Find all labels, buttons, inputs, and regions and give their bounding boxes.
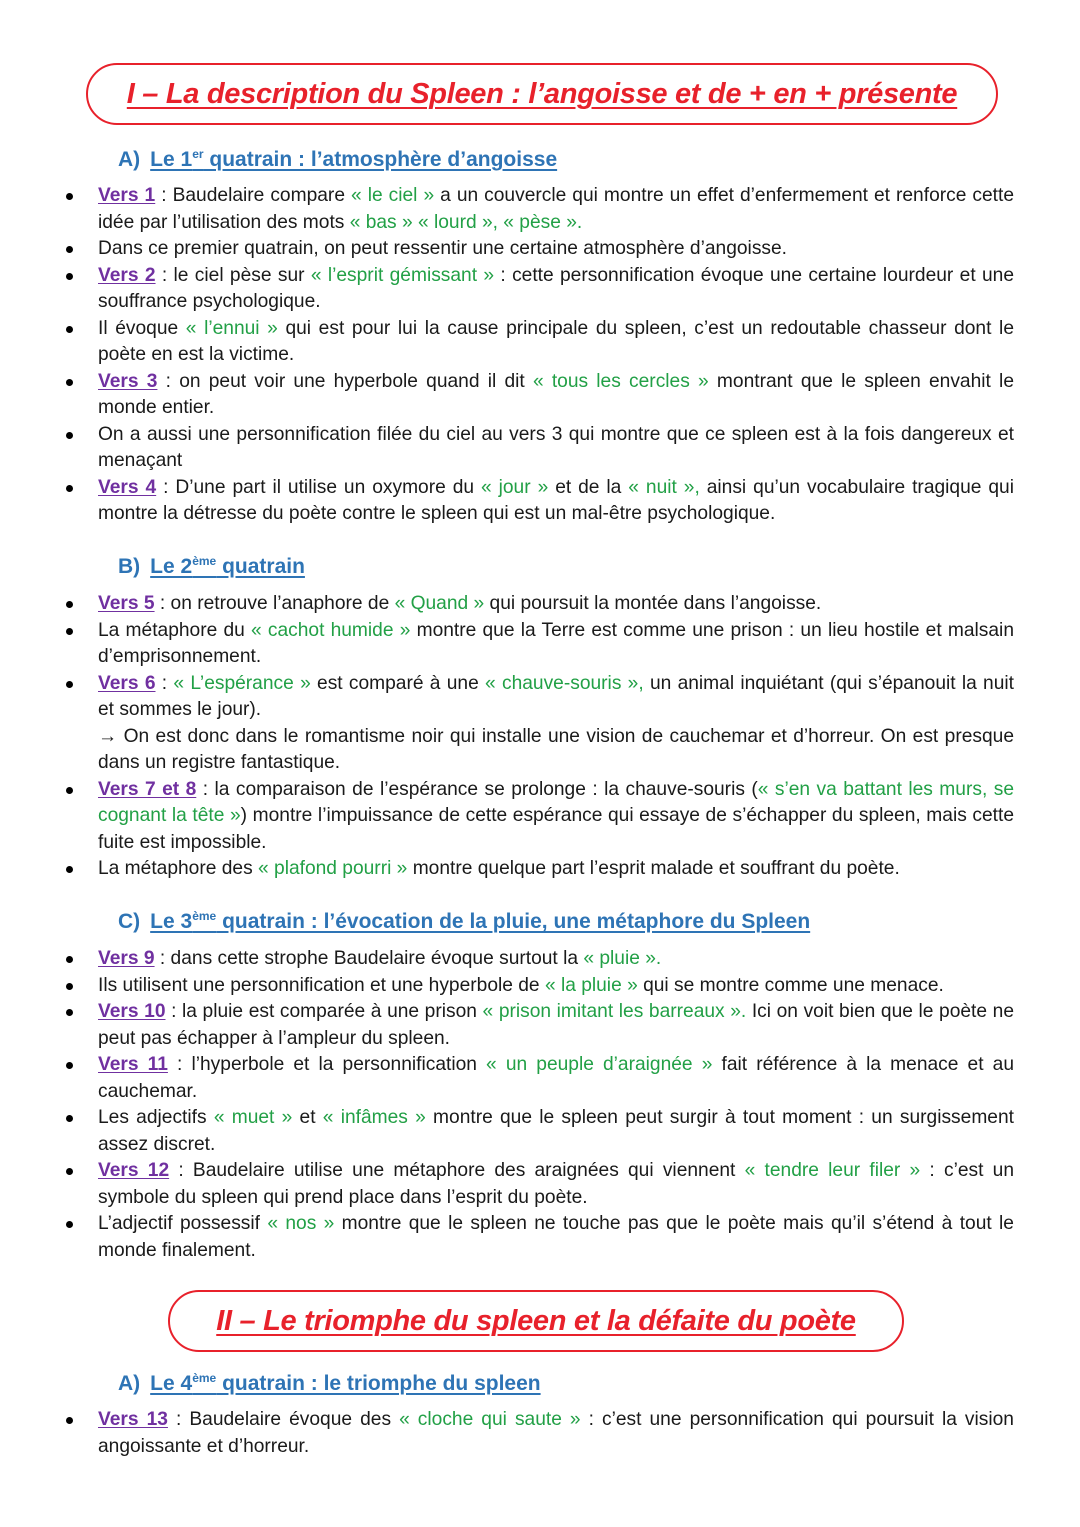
list-item: Dans ce premier quatrain, on peut ressentir une certaine atmosphère d’angoisse. bbox=[98, 236, 1014, 263]
list-item: Les adjectifs « muet » et « infâmes » montre que le spleen peut surgir à tout moment : un surgissement assez discret. bbox=[98, 1105, 1014, 1158]
list-item: Vers 6 : « L’espérance » est comparé à une « chauve-souris », un animal inquiétant (qui s’épanouit la nuit et sommes le jour). bbox=[98, 671, 1014, 724]
list-item: Vers 2 : le ciel pèse sur « l’esprit gémissant » : cette personnification évoque une certaine lourdeur et une souffrance psychologique. bbox=[98, 263, 1014, 316]
list-item: Vers 1 : Baudelaire compare « le ciel » a un couvercle qui montre un effet d’enfermement et renforce cette idée par l’utilisation des mots « bas » « lourd », « pèse ». bbox=[98, 183, 1014, 236]
subsection-b1-heading: B) Le 2ème quatrain bbox=[118, 554, 305, 578]
section-1-frame bbox=[86, 63, 998, 125]
list-item: Vers 5 : on retrouve l’anaphore de « Quand » qui poursuit la montée dans l’angoisse. bbox=[98, 591, 1014, 618]
list-item: Vers 9 : dans cette strophe Baudelaire évoque surtout la « pluie ». bbox=[98, 946, 1014, 973]
list-item: Vers 13 : Baudelaire évoque des « cloche qui saute » : c’est une personnification qui poursuit la vision angoissante et d’horreur. bbox=[98, 1407, 1014, 1460]
subsection-a2-heading: A) Le 4ème quatrain : le triomphe du spleen bbox=[118, 1371, 541, 1395]
list-quatrain-2 bbox=[0, 591, 1080, 883]
section-2-title: II – Le triomphe du spleen et la défaite du poète bbox=[216, 1304, 856, 1337]
list-item: La métaphore du « cachot humide » montre que la Terre est comme une prison : un lieu hostile et malsain d’emprisonnement. bbox=[98, 618, 1014, 671]
subsection-a1-heading: A) Le 1er quatrain : l’atmosphère d’angoisse bbox=[118, 147, 558, 171]
list-item: Vers 7 et 8 : la comparaison de l’espérance se prolonge : la chauve-souris (« s’en va battant les murs, se cognant la tête ») montre l’impuissance de cette espérance qui essaye de s’échapper du spleen, mais cette fuite est impossible. bbox=[98, 777, 1014, 857]
arrow-right-icon: → bbox=[98, 725, 118, 747]
list-item: Vers 11 : l’hyperbole et la personnification « un peuple d’araignée » fait référence à la menace et au cauchemar. bbox=[98, 1052, 1014, 1105]
list-item-conclusion: → On est donc dans le romantisme noir qui installe une vision de cauchemar et d’horreur. On est presque dans un registre fantastique. bbox=[98, 725, 1014, 773]
list-item: Vers 3 : on peut voir une hyperbole quand il dit « tous les cercles » montrant que le spleen envahit le monde entier. bbox=[98, 369, 1014, 422]
list-quatrain-1 bbox=[0, 183, 1080, 528]
list-item: La métaphore des « plafond pourri » montre quelque part l’esprit malade et souffrant du poète. bbox=[98, 856, 1014, 883]
list-item: Vers 4 : D’une part il utilise un oxymore du « jour » et de la « nuit », ainsi qu’un vocabulaire tragique qui montre la détresse du poète contre le spleen qui est un mal-être psychologique. bbox=[98, 475, 1014, 528]
section-1-title: I – La description du Spleen : l’angoisse et de + en + présente bbox=[126, 77, 958, 110]
list-quatrain-4 bbox=[0, 1407, 1080, 1460]
list-item: Il évoque « l’ennui » qui est pour lui la cause principale du spleen, c’est un redoutable chasseur dont le poète en est la victime. bbox=[98, 316, 1014, 369]
list-item: L’adjectif possessif « nos » montre que le spleen ne touche pas que le poète mais qu’il s’étend à tout le monde finalement. bbox=[98, 1211, 1014, 1264]
subsection-c1-heading: C) Le 3ème quatrain : l’évocation de la pluie, une métaphore du Spleen bbox=[118, 909, 811, 933]
section-2-frame bbox=[168, 1290, 904, 1352]
list-quatrain-3 bbox=[0, 946, 1080, 1264]
list-item: Vers 10 : la pluie est comparée à une prison « prison imitant les barreaux ». Ici on voit bien que le poète ne peut pas échapper à l’ampleur du spleen. bbox=[98, 999, 1014, 1052]
list-item: Vers 12 : Baudelaire utilise une métaphore des araignées qui viennent « tendre leur filer » : c’est un symbole du spleen qui prend place dans l’esprit du poète. bbox=[98, 1158, 1014, 1211]
list-item: Ils utilisent une personnification et une hyperbole de « la pluie » qui se montre comme une menace. bbox=[98, 973, 1014, 1000]
list-item: On a aussi une personnification filée du ciel au vers 3 qui montre que ce spleen est à la fois dangereux et menaçant bbox=[98, 422, 1014, 475]
